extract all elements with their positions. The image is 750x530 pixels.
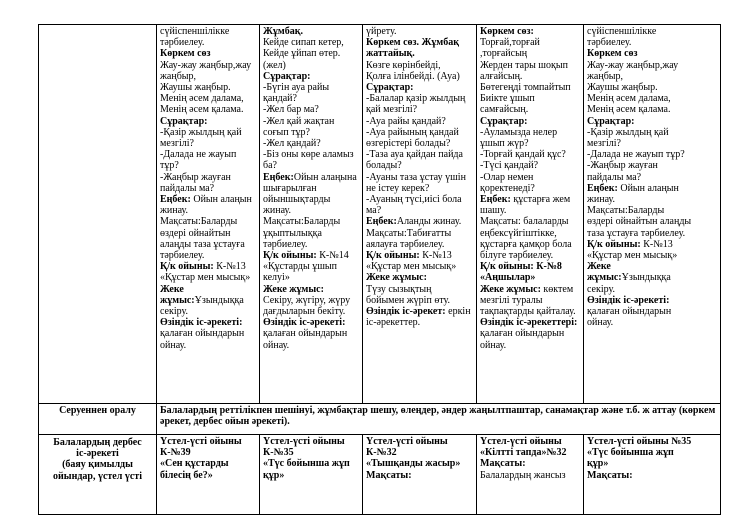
cell-line: К-№39 <box>160 447 191 459</box>
cell-line: тәрбиелеу. <box>263 238 308 250</box>
cell-line: Мақсаты:Баларды <box>263 216 341 228</box>
cell-line: Жеке <box>587 261 611 273</box>
cell-line: жаңбыр, <box>160 70 197 82</box>
cell-line: ма? <box>366 205 382 217</box>
cell-line: -Біз оны көре аламыз <box>263 149 354 161</box>
cell-line: Жеке жұмыс: көктем <box>480 283 574 295</box>
cell-line: самғайсың. <box>480 104 529 116</box>
cell-line: Мақсаты: <box>480 458 526 470</box>
cell-line: мезгілі? <box>160 138 194 150</box>
cell-line: -Жел қандай? <box>263 138 321 150</box>
cell-line: Биікте ұшып <box>480 93 535 105</box>
cell-line: -Ауаны таза ұстау үшін <box>366 171 466 183</box>
cell-line: Мақсаты: балаларды <box>480 216 569 228</box>
daily-plan-table <box>38 24 721 515</box>
independent-cell-4 <box>477 435 584 515</box>
row-label-cell <box>39 25 157 404</box>
cell-line: Жеке <box>160 283 184 295</box>
cell-line: Мақсаты:Табиғатты <box>366 227 452 239</box>
cell-line: Бөтегеңді томпайтып <box>480 82 571 94</box>
label-line: Балалардың дербес <box>53 437 142 448</box>
cell-line: Торғай,торғай <box>480 37 540 49</box>
cell-line: алғайсың. <box>480 70 523 82</box>
cell-line: Үстел-үсті ойыны <box>366 436 448 447</box>
cell-line: Секіру, жүгіру, жүру <box>263 294 351 306</box>
cell-line: ойыншықтарды <box>263 194 331 206</box>
cell-line: сүйіспеншілікке <box>587 26 657 37</box>
cell-line: -Далада не жауып <box>160 149 237 161</box>
cell-line: -Ауаның түсі,иісі бола <box>366 194 462 206</box>
cell-line: білесің бе?» <box>160 469 213 481</box>
cell-line: Еңбек: Ойын алаңын <box>160 194 252 206</box>
cell-line: Үстел-үсті ойыны №35 <box>587 436 692 447</box>
cell-line: Қ/к ойыны: К-№13 <box>366 250 452 262</box>
cell-line: Өзіндік іс-әрекеті: <box>587 294 670 306</box>
cell-line: «Құстарды ұшып <box>263 261 337 273</box>
cell-line: Мақсаты: <box>587 469 633 481</box>
cell-line: Жау-жау жаңбыр,жау <box>160 59 252 71</box>
day-cell-2 <box>260 25 363 404</box>
cell-line: мезгілі туралы <box>480 294 543 306</box>
cell-line: Еңбек: Ойын алаңын <box>587 182 679 194</box>
cell-line: Менің әсем далама, <box>587 93 671 105</box>
cell-line: Жаушы жаңбыр. <box>587 82 658 94</box>
row-label-independent <box>39 435 157 515</box>
cell-line: Сұрақтар: <box>480 115 528 127</box>
cell-line: жұмыс:Ұзындыққа <box>160 294 244 306</box>
cell-line: Жау-жау жаңбыр,жау <box>587 59 679 71</box>
cell-line: Үстел-үсті ойыны <box>480 436 562 447</box>
cell-line: «Құстар мен мысық» <box>366 261 457 273</box>
cell-line: Сұрақтар: <box>160 115 208 127</box>
cell-line: Еңбек:Ойын алаңына <box>263 171 357 183</box>
cell-line: -Балалар қазір жылдың <box>366 93 466 105</box>
cell-line: -Түсі қандай? <box>480 160 539 172</box>
cell-line: келуі» <box>263 272 290 284</box>
cell-line: «Сен құстарды <box>160 458 229 470</box>
cell-line: мезгілі? <box>587 138 621 150</box>
cell-line: Балалардың жансыз <box>480 469 566 481</box>
cell-line: Менің әсем далама, <box>160 93 244 105</box>
cell-line: -Жаңбыр жауған <box>587 160 658 172</box>
cell-line: Еңбек: құстарға жем <box>480 194 571 206</box>
cell-line: Өзіндік іс-әрекеті: <box>263 317 346 329</box>
cell-line: -Жаңбыр жауған <box>160 171 231 183</box>
cell-line: Кейде ұйпап өтер. <box>263 48 341 60</box>
cell-line: үйрету. <box>366 26 397 37</box>
table-row <box>39 25 721 404</box>
cell-line: іс-әрекеттер. <box>366 317 421 329</box>
cell-line: Көзге көрінбейді, <box>366 59 441 71</box>
cell-line: Мақсаты:Баларды <box>587 205 665 217</box>
cell-line: не істеу керек? <box>366 182 430 194</box>
cell-line: -Торғай қандай құс? <box>480 149 566 161</box>
cell-line: Жұмбақ. <box>263 26 303 37</box>
cell-line: (жел) <box>263 59 286 71</box>
label-line: (баяу қимылды <box>62 459 133 471</box>
cell-line: ба? <box>263 160 277 172</box>
cell-line: «Кілтті тапда»№32 <box>480 447 567 459</box>
cell-line: пайдалы ма? <box>587 171 642 183</box>
label-line: іс-әрекеті <box>76 448 119 460</box>
cell-line: «Құстар мен мысық» <box>160 272 251 284</box>
row-label-walk-return: Серуеннен оралу <box>39 404 157 435</box>
cell-line: өздері ойнайтын алаңды <box>587 216 692 228</box>
cell-line: -Олар немен <box>480 171 534 183</box>
cell-line: Көркем сөз: <box>480 26 534 37</box>
independent-cell-3 <box>363 435 477 515</box>
cell-line: жаңбыр, <box>587 70 624 82</box>
cell-line: «Тышқанды жасыр» <box>366 458 461 470</box>
cell-line: соғып тұр? <box>263 126 310 138</box>
cell-line: қоректенеді? <box>480 182 535 194</box>
cell-line: дағдыларын бекіту. <box>263 306 346 318</box>
cell-line: өзгерістері болады? <box>366 138 451 150</box>
cell-line: Қ/к ойыны: К-№14 <box>263 250 349 262</box>
independent-cell-5 <box>584 435 721 515</box>
cell-line: Көркем сөз <box>160 48 211 60</box>
cell-line: ұқыптылыққа <box>263 227 322 239</box>
cell-line: тәрбиелеу. <box>587 37 632 49</box>
cell-line: жинау. <box>263 205 292 217</box>
cell-line: тақпақтарды қайталау. <box>480 306 576 318</box>
independent-cell-2 <box>260 435 363 515</box>
day-cell-4 <box>477 25 584 404</box>
cell-line: Еңбек:Аланды жинау. <box>366 216 462 228</box>
cell-line: алаңды таза ұстауға <box>160 238 245 250</box>
cell-line: еңбексүйгіштікке, <box>480 227 557 239</box>
cell-line: қалаған ойындарын <box>587 306 672 318</box>
cell-line: сүйіспеншілікке <box>160 26 230 37</box>
cell-line: пайдалы ма? <box>160 182 215 194</box>
cell-line: Жеке жұмыс: <box>263 283 324 295</box>
cell-line: -Таза ауа қайдан пайда <box>366 149 463 161</box>
cell-line: таза ұстауға тәрбиелеу. <box>587 227 686 239</box>
cell-line: К-№32 <box>366 447 397 459</box>
cell-line: тәрбиелеу. <box>160 37 205 49</box>
cell-line: Мақсаты:Баларды <box>160 216 238 228</box>
label-line: ойындар, үстел үсті <box>53 470 142 482</box>
cell-line: Сұрақтар: <box>587 115 635 127</box>
cell-line: Көркем сөз <box>587 48 638 60</box>
cell-line: Сұрақтар: <box>263 70 311 82</box>
cell-line: -Жел қай жақтан <box>263 115 335 127</box>
cell-line: «Құстар мен мысық» <box>587 250 678 262</box>
cell-line: -Ауа райының қандай <box>366 126 459 138</box>
cell-line: Менің әсем қалама. <box>587 104 671 116</box>
cell-line: Үстел-үсті ойыны <box>160 436 242 447</box>
cell-line: қалаған ойындарын <box>263 328 348 340</box>
independent-cell-1 <box>157 435 260 515</box>
cell-line: бойымен жүріп өту. <box>366 294 451 306</box>
cell-line: ойнау. <box>480 339 507 351</box>
cell-line: -Далада не жауып тұр? <box>587 149 685 161</box>
cell-line: тұр? <box>160 160 179 172</box>
cell-line: -Қазір жылдың қай <box>160 126 242 138</box>
cell-line: Сұрақтар: <box>366 82 414 94</box>
table-row <box>39 404 721 435</box>
cell-line: Жаушы жаңбыр. <box>160 82 231 94</box>
cell-line: болады? <box>366 160 402 172</box>
cell-line: секіру. <box>587 283 616 295</box>
cell-line: жұмыс:Ұзындыққа <box>587 272 671 284</box>
cell-line: Өзіндік іс-әрекет: еркін <box>366 306 471 318</box>
cell-line: Өзіндік іс-әрекеттері: <box>480 317 578 329</box>
cell-line: ойнау. <box>160 339 187 351</box>
cell-line: Мақсаты: <box>366 469 412 481</box>
cell-line: Жеке жұмыс: <box>366 272 427 284</box>
cell-line: Менің әсем қалама. <box>160 104 244 116</box>
cell-line: ,торғайсың <box>480 48 528 60</box>
cell-line: құр» <box>587 458 609 470</box>
cell-line: Көркем сөз. Жұмбақ <box>366 37 459 49</box>
cell-line: білуге тәрбиелеу. <box>480 250 554 262</box>
walk-return-text: Балалардың реттілікпен шешінуі, жұмбақтар шешу, өлеңдер, әндер жаңылтпаштар, санамақтар және т.б. ж аттау (көркем әрекет, дербес ойын әрекеті). <box>157 404 721 435</box>
day-cell-3 <box>363 25 477 404</box>
cell-line: шығарылған <box>263 182 317 194</box>
cell-line: -Ауа райы қандай? <box>366 115 446 127</box>
cell-line: қай мезгілі? <box>366 104 418 116</box>
cell-line: «Аңшылар» <box>480 272 536 284</box>
cell-line: қалаған ойындарын <box>480 328 565 340</box>
cell-line: секіру. <box>160 306 189 318</box>
cell-line: тәрбиелеу. <box>160 250 205 262</box>
cell-line: -Ауламызда нелер <box>480 126 558 138</box>
day-cell-5 <box>584 25 721 404</box>
cell-line: «Түс бойынша жұп <box>587 447 674 459</box>
cell-line: «Түс бойынша жұп <box>263 458 350 470</box>
cell-line: К-№35 <box>263 447 294 459</box>
cell-line: шашу. <box>480 205 507 217</box>
cell-line: Кейде сипап кетер, <box>263 37 344 49</box>
day-cell-1 <box>157 25 260 404</box>
cell-line: қалаған ойындарын <box>160 328 245 340</box>
cell-line: Жерден тары шоқып <box>480 59 568 71</box>
cell-line: Қолға ілінбейді. (Ауа) <box>366 70 460 82</box>
cell-line: Қ/к ойыны: К-№13 <box>160 261 246 273</box>
cell-line: -Жел бар ма? <box>263 104 319 116</box>
cell-line: жаттайық. <box>366 48 415 60</box>
cell-line: құр» <box>263 469 285 481</box>
cell-line: аялауға тәрбиелеу. <box>366 238 445 250</box>
cell-line: -Қазір жылдың қай <box>587 126 669 138</box>
cell-line: ұшып жүр? <box>480 138 529 150</box>
cell-line: өздері ойнайтын <box>160 227 231 239</box>
cell-line: ойнау. <box>263 339 290 351</box>
cell-line: -Бүгін ауа райы <box>263 82 330 94</box>
cell-line: ойнау. <box>587 317 614 329</box>
cell-line: қандай? <box>263 93 297 105</box>
cell-line: Қ/к ойыны: К-№13 <box>587 238 673 250</box>
cell-line: Үстел-үсті ойыны <box>263 436 345 447</box>
table-row <box>39 435 721 515</box>
cell-line: Түзу сызықтың <box>366 283 432 295</box>
cell-line: құстарға қамқор бола <box>480 238 572 250</box>
cell-line: жинау. <box>587 194 616 206</box>
cell-line: Қ/к ойыны: К-№8 <box>480 261 562 273</box>
cell-line: Өзіндік іс-әрекеті: <box>160 317 243 329</box>
cell-line: жинау. <box>160 205 189 217</box>
